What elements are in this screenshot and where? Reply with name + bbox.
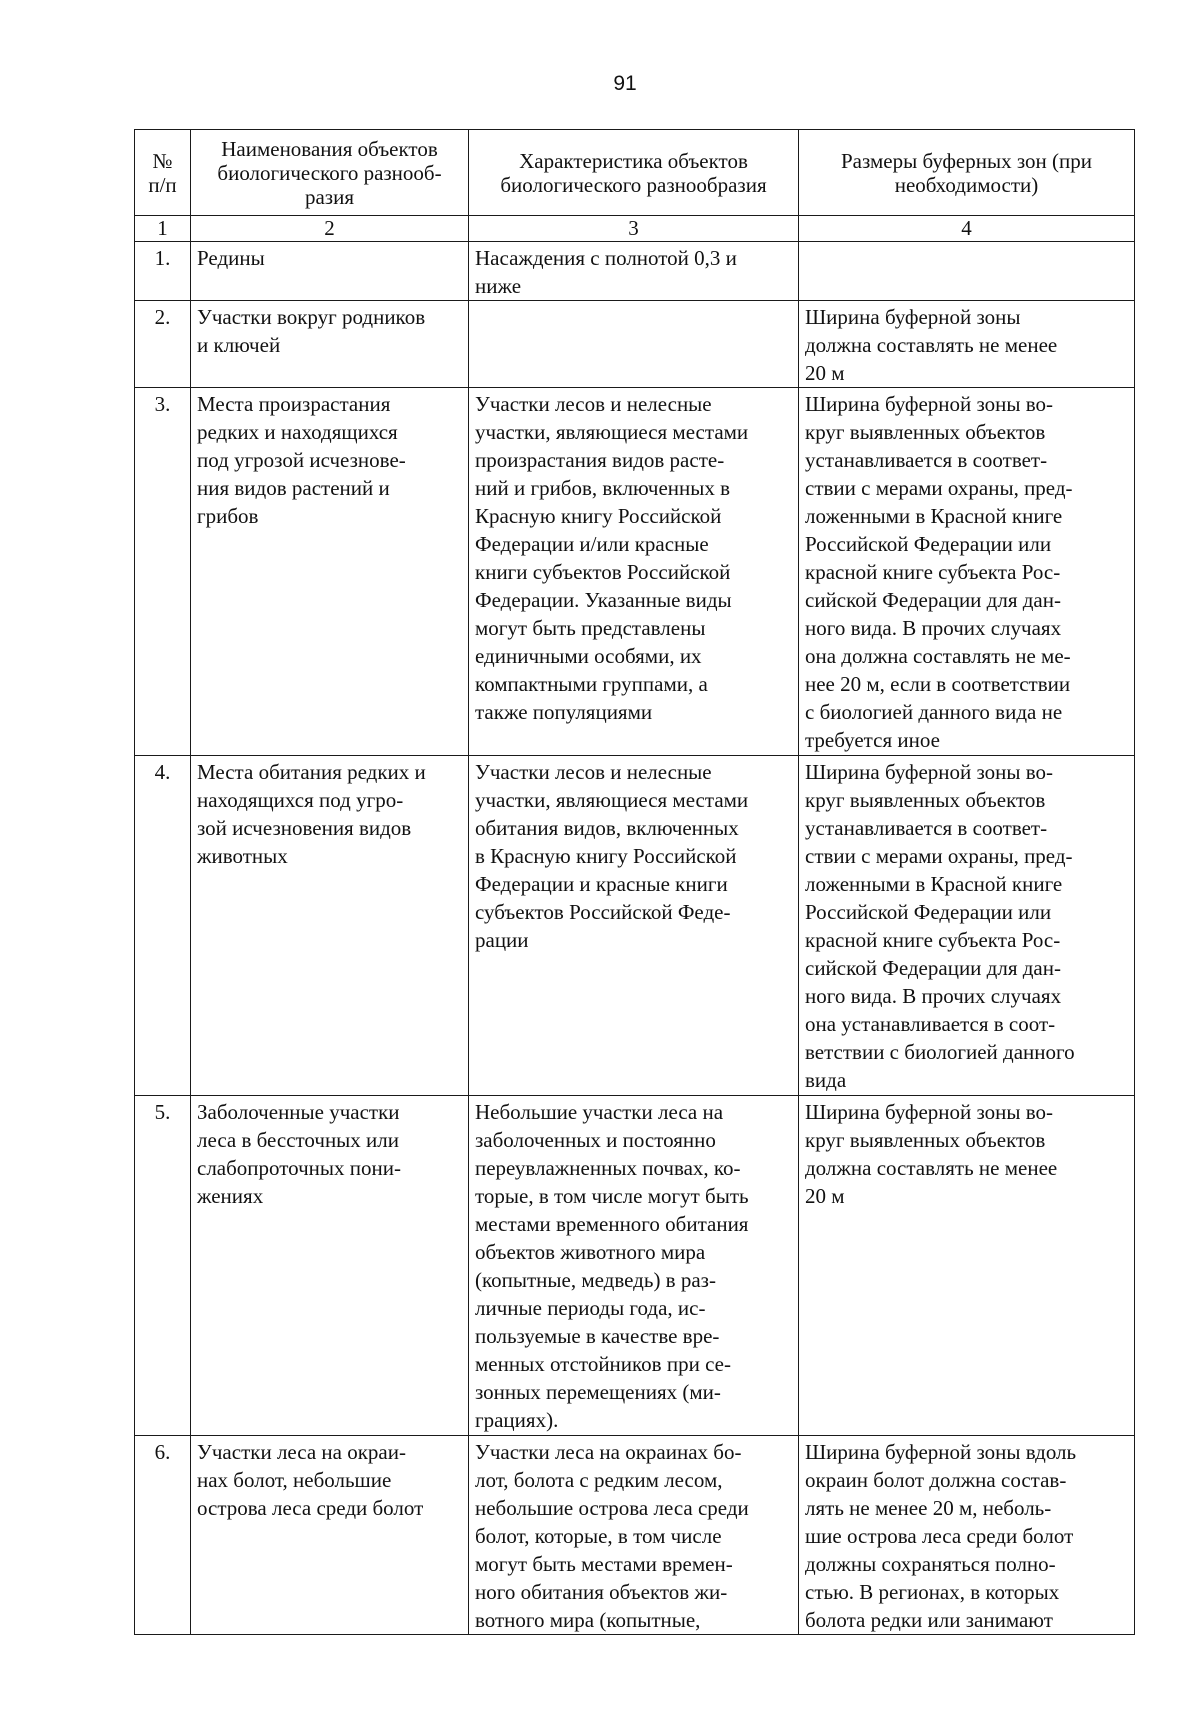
header-row bbox=[135, 130, 1135, 216]
table-row bbox=[135, 756, 1135, 1096]
object-characteristic: Участки лесов и нелесные участки, являющиеся местами обитания видов, включенных в Красную книгу Российской Федерации и красные книги субъектов Российской Феде- рации bbox=[469, 756, 799, 1096]
object-name: Места обитания редких и находящихся под угро- зой исчезновения видов животных bbox=[191, 756, 469, 1096]
index-cell: 1 bbox=[135, 216, 191, 242]
object-characteristic: Насаждения с полнотой 0,3 и ниже bbox=[469, 242, 799, 301]
row-number: 6. bbox=[135, 1436, 191, 1635]
object-name: Места произрастания редких и находящихся под угрозой исчезнове- ния видов растений и грибов bbox=[191, 388, 469, 756]
header-buffer: Размеры буферных зон (при необходимости) bbox=[799, 130, 1135, 216]
object-characteristic: Небольшие участки леса на заболоченных и постоянно переувлажненных почвах, ко- торые, в том числе могут быть местами временного обитания объектов животного мира (копытные, медведь) в раз- личные периоды года, ис- пользуемые в качестве вре- менных отстойников при се- зонных перемещениях (ми- грациях). bbox=[469, 1096, 799, 1436]
object-characteristic: Участки лесов и нелесные участки, являющиеся местами произрастания видов расте- ний и грибов, включенных в Красную книгу Российской Федерации и/или красные книги субъектов Российской Федерации. Указанные виды могут быть представлены единичными особями, их компактными группами, а также популяциями bbox=[469, 388, 799, 756]
row-number: 3. bbox=[135, 388, 191, 756]
row-number: 4. bbox=[135, 756, 191, 1096]
object-name: Участки леса на окраи- нах болот, небольшие острова леса среди болот bbox=[191, 1436, 469, 1635]
index-cell: 4 bbox=[799, 216, 1135, 242]
object-name: Редины bbox=[191, 242, 469, 301]
row-number: 5. bbox=[135, 1096, 191, 1436]
page-number: 91 bbox=[613, 72, 637, 95]
buffer-zone-size: Ширина буферной зоны должна составлять не менее 20 м bbox=[799, 301, 1135, 388]
index-cell: 3 bbox=[469, 216, 799, 242]
table-row bbox=[135, 1096, 1135, 1436]
buffer-zone-size: Ширина буферной зоны во- круг выявленных объектов устанавливается в соответ- ствии с мерами охраны, пред- ложенными в Красной книге Российской Федерации или красной книге субъекта Рос- сийской Федерации для дан- ного вида. В прочих случаях она устанавливается в соот- ветствии с биологией данного вида bbox=[799, 756, 1135, 1096]
buffer-zone-size bbox=[799, 242, 1135, 301]
object-characteristic bbox=[469, 301, 799, 388]
object-characteristic: Участки леса на окраинах бо- лот, болота с редким лесом, небольшие острова леса среди болот, которые, в том числе могут быть местами времен- ного обитания объектов жи- вотного мира (копытные, bbox=[469, 1436, 799, 1635]
table-row bbox=[135, 242, 1135, 301]
header-num: № п/п bbox=[135, 130, 191, 216]
object-name: Заболоченные участки леса в бессточных или слабопроточных пони- жениях bbox=[191, 1096, 469, 1436]
row-number: 1. bbox=[135, 242, 191, 301]
table-row bbox=[135, 301, 1135, 388]
header-name: Наименования объектов биологического разнооб- разия bbox=[191, 130, 469, 216]
header-characteristic: Характеристика объектов биологического разнообразия bbox=[469, 130, 799, 216]
index-cell: 2 bbox=[191, 216, 469, 242]
biodiversity-objects-table bbox=[134, 129, 1135, 1635]
table-row bbox=[135, 388, 1135, 756]
buffer-zone-size: Ширина буферной зоны во- круг выявленных объектов должна составлять не менее 20 м bbox=[799, 1096, 1135, 1436]
row-number: 2. bbox=[135, 301, 191, 388]
buffer-zone-size: Ширина буферной зоны во- круг выявленных объектов устанавливается в соответ- ствии с мерами охраны, пред- ложенными в Красной книге Российской Федерации или красной книге субъекта Рос- сийской Федерации для дан- ного вида. В прочих случаях она должна составлять не ме- нее 20 м, если в соответствии с биологией данного вида не требуется иное bbox=[799, 388, 1135, 756]
table-row bbox=[135, 1436, 1135, 1635]
buffer-zone-size: Ширина буферной зоны вдоль окраин болот должна состав- лять не менее 20 м, неболь- шие острова леса среди болот должны сохраняться полно- стью. В регионах, в которых болота редки или занимают bbox=[799, 1436, 1135, 1635]
column-index-row bbox=[135, 216, 1135, 242]
object-name: Участки вокруг родников и ключей bbox=[191, 301, 469, 388]
